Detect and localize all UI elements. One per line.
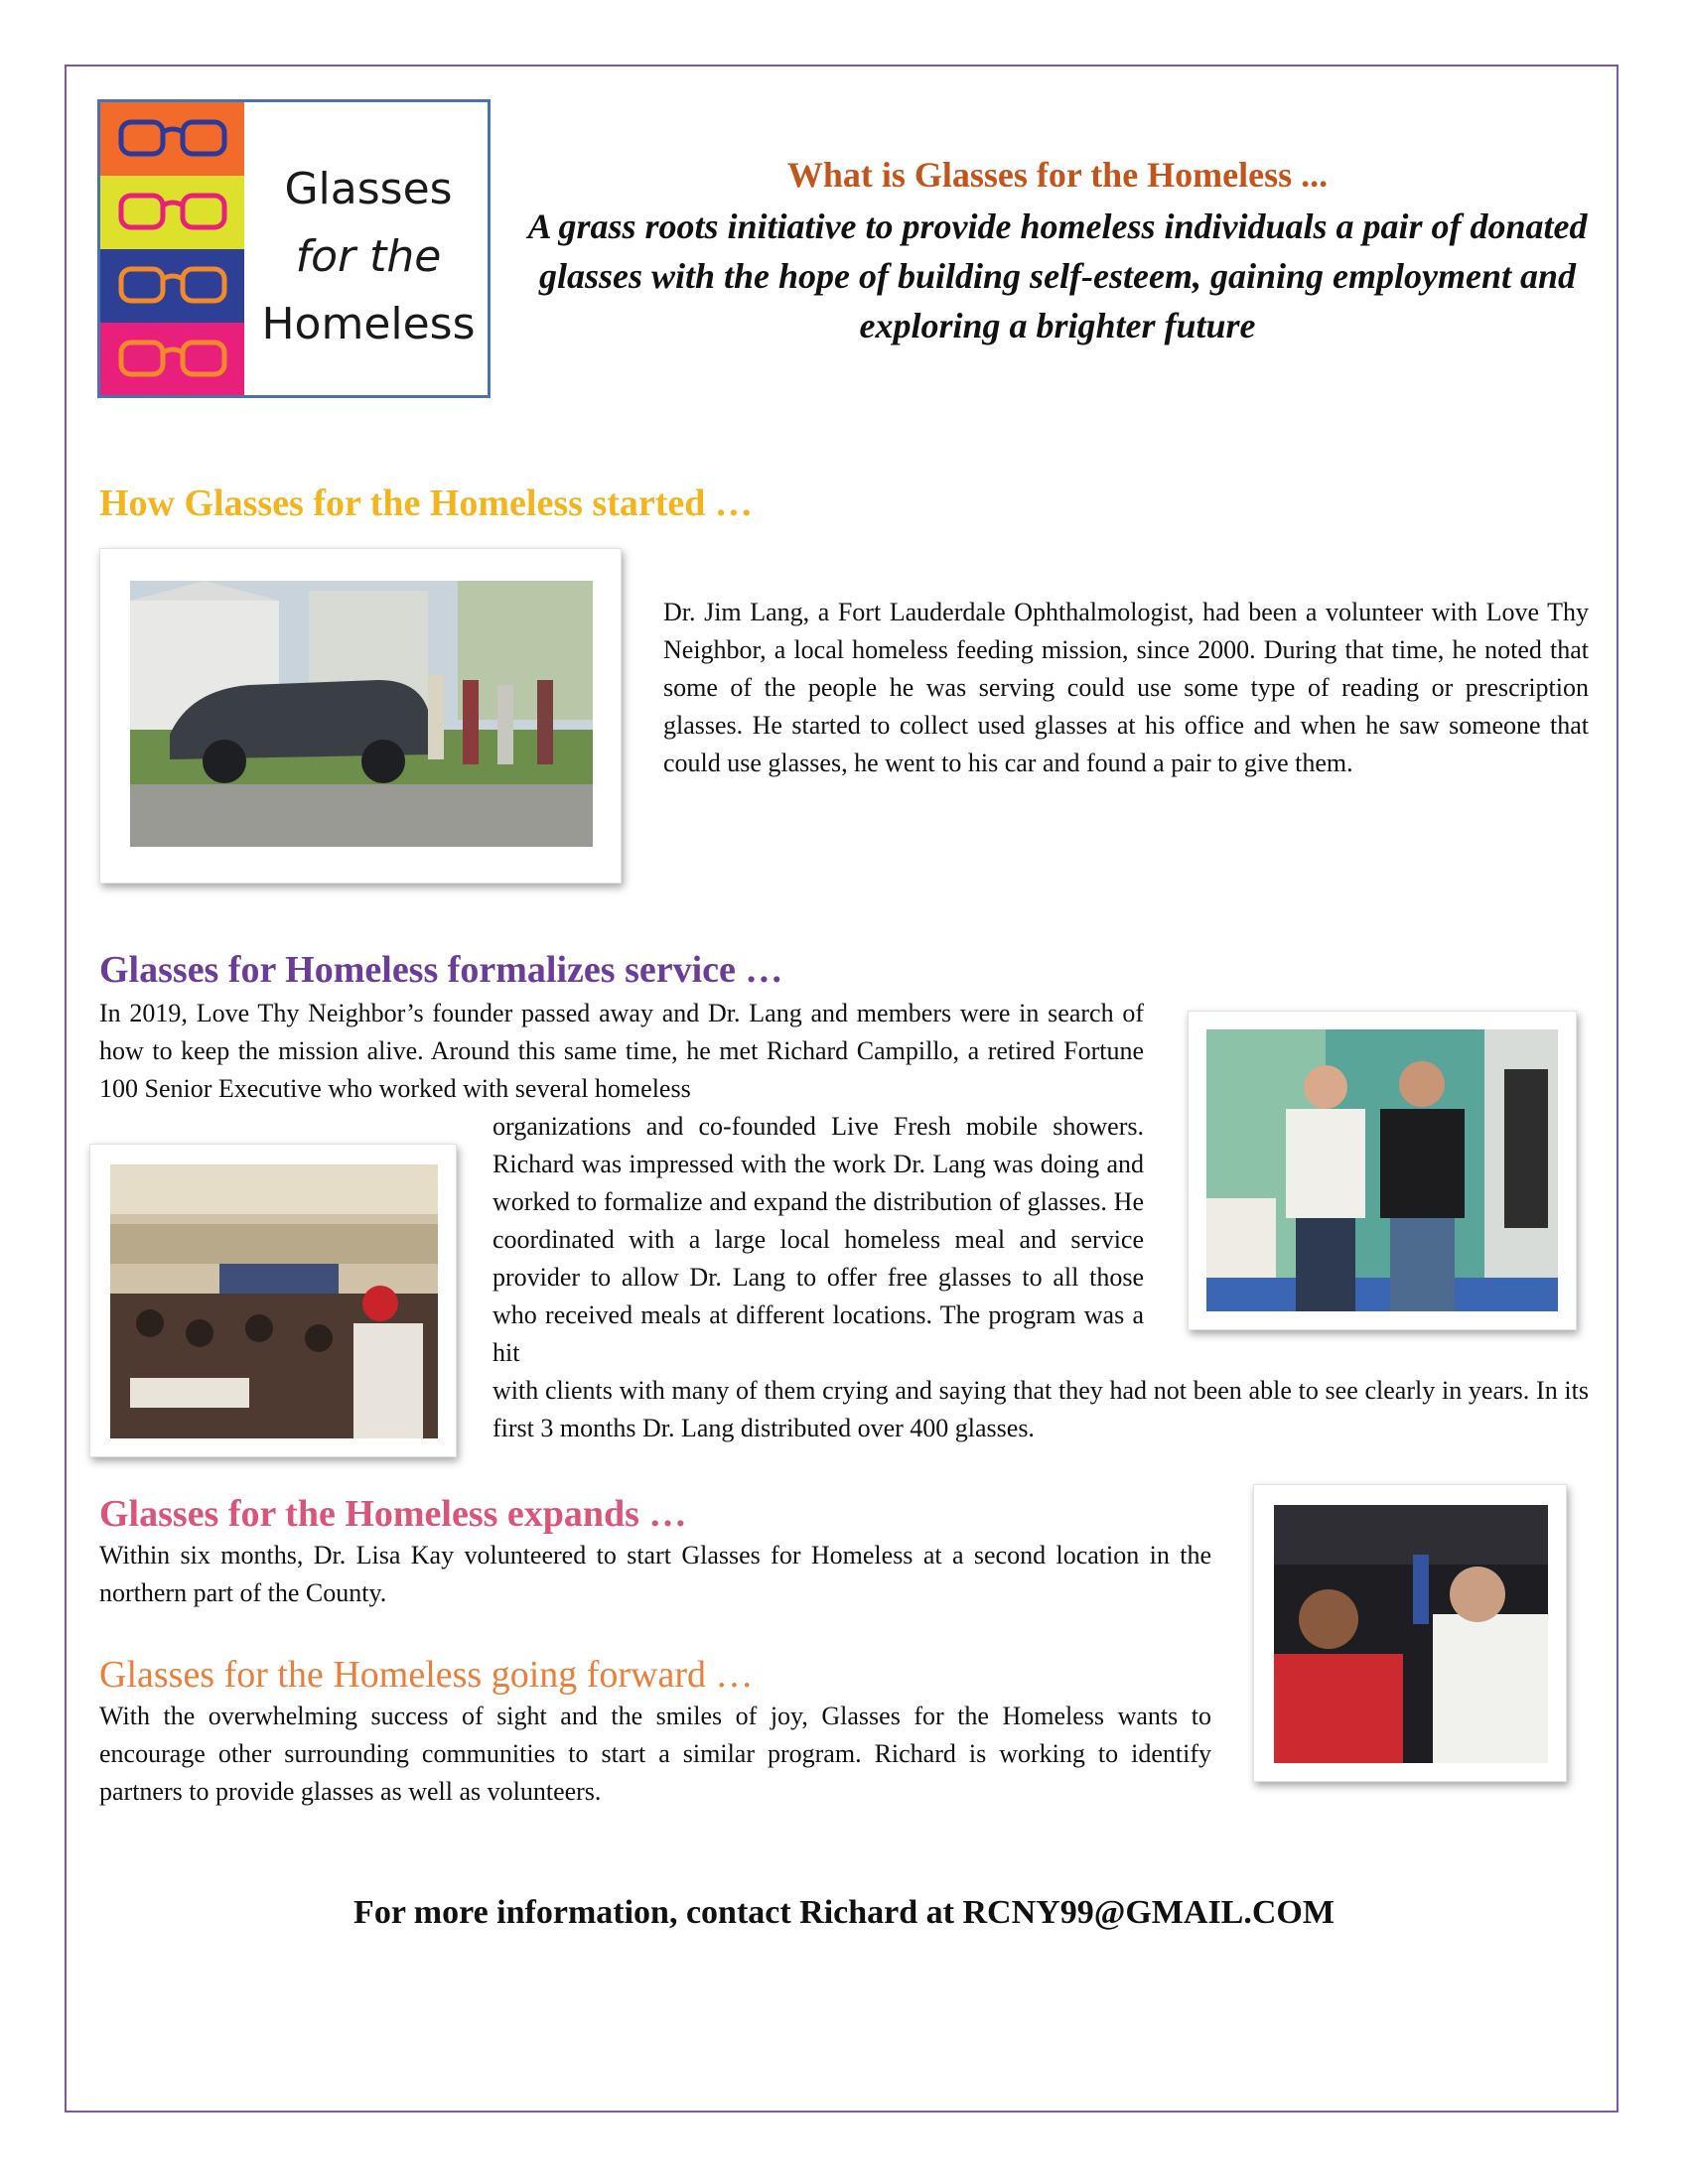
logo-text-line-2: for the: [295, 231, 442, 282]
logo: [97, 99, 491, 398]
intro-text: A grass roots initiative to provide homeless individuals a pair of donated glasses with the hope of building self-esteem, gaining employment and exploring a brighter future: [527, 206, 1588, 345]
intro-title: What is Glasses for the Homeless ...: [786, 155, 1329, 195]
expands-heading: Glasses for the Homeless expands …: [99, 1493, 687, 1535]
logo-band-pink: [100, 323, 244, 395]
glasses-icon: [118, 118, 227, 160]
contact-line: For more information, contact Richard at RCNY99@GMAIL.COM: [353, 1894, 1335, 1931]
formalizes-heading: Glasses for Homeless formalizes service …: [99, 949, 783, 991]
glasses-icon: [118, 339, 227, 380]
glasses-icon: [118, 265, 227, 307]
formalizes-text-middle: organizations and co-founded Live Fresh mobile showers. Richard was impressed with the work Dr. Lang was doing and worked to formalize and expand the distribution of glasses. He coordinated with a large local homeless meal and service provider to allow Dr. Lang to offer free glasses to all those who received meals at different locations. The program was a hit: [492, 1112, 1144, 1367]
forward-text: With the overwhelming success of sight and the smiles of joy, Glasses for the Homeless wants to encourage other surrounding communities to start a similar program. Richard is working to identify partners to provide glasses as well as volunteers.: [99, 1702, 1211, 1806]
logo-band-blue: [100, 249, 244, 323]
glasses-icon: [118, 192, 227, 233]
logo-band-orange: [100, 102, 244, 176]
photo-meal-hall: [89, 1144, 457, 1457]
photo-eye-fitting: [1253, 1484, 1567, 1782]
expands-text: Within six months, Dr. Lisa Kay volunteered to start Glasses for Homeless at a second location in the northern part of the County.: [99, 1541, 1211, 1607]
started-text: Dr. Jim Lang, a Fort Lauderdale Ophthalmologist, had been a volunteer with Love Thy Neighbor, a local homeless feeding mission, since 2000. During that time, he noted that some of the people he was serving could use some type of reading or prescription glasses. He started to collect used glasses at his office and when he saw someone that could use glasses, he went to his car and found a pair to give them.: [663, 598, 1589, 777]
logo-text-line-3: Homeless: [261, 299, 476, 349]
started-heading: How Glasses for the Homeless started …: [99, 482, 753, 524]
photo-two-men: [1188, 1011, 1577, 1330]
intro-block: [516, 154, 1599, 350]
formalizes-text-bottom: with clients with many of them crying and saying that they had not been able to see clearly in years. In its first 3 months Dr. Lang distributed over 400 glasses.: [492, 1376, 1589, 1442]
logo-text-line-1: Glasses: [284, 164, 453, 214]
photo-car-outreach: [99, 548, 622, 884]
formalizes-text-top: In 2019, Love Thy Neighbor’s founder passed away and Dr. Lang and members were in search of how to keep the mission alive. Around this same time, he met Richard Campillo, a retired Fortune 100 Senior Executive who worked with several homeless: [99, 999, 1144, 1103]
forward-heading: Glasses for the Homeless going forward …: [99, 1654, 754, 1696]
logo-band-yellow: [100, 176, 244, 249]
